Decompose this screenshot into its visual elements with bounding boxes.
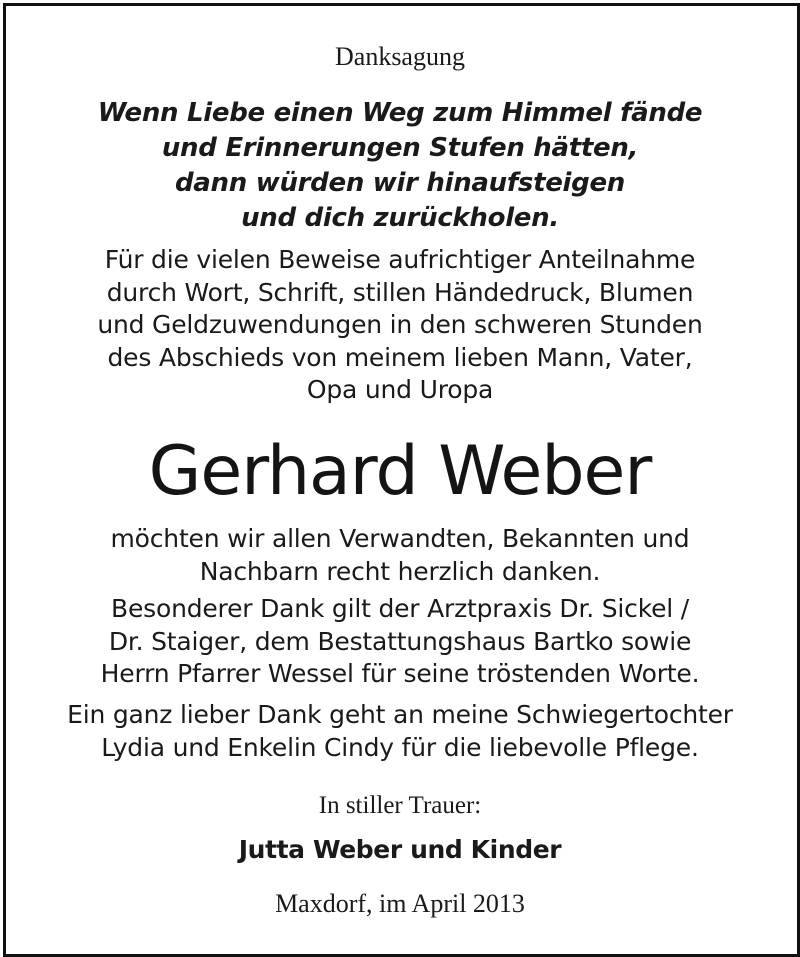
- text-line: Für die vielen Beweise aufrichtiger Anteilnahme: [104, 245, 696, 274]
- text-line: durch Wort, Schrift, stillen Händedruck, Blumen: [106, 277, 694, 307]
- text-line: möchten wir allen Verwandten, Bekannten und: [110, 524, 690, 553]
- text-line: Herrn Pfarrer Wessel für seine tröstenden Worte.: [100, 659, 700, 688]
- family-thanks-paragraph: [0, 699, 800, 764]
- deceased-name: Gerhard Weber: [148, 432, 652, 511]
- signers: Jutta Weber und Kinder: [238, 835, 562, 864]
- text-line: Besonderer Dank gilt der Arztpraxis Dr. Sickel /: [111, 594, 689, 623]
- text-line: und Geldzuwendungen in den schweren Stunden: [97, 310, 703, 339]
- place-date: Maxdorf, im April 2013: [275, 889, 525, 918]
- poem-line: Wenn Liebe einen Weg zum Himmel fände: [97, 98, 703, 128]
- notice-heading: Danksagung: [335, 42, 465, 71]
- text-line: des Abschieds von meinem lieben Mann, Vater,: [107, 342, 693, 372]
- text-line: Lydia und Enkelin Cindy für die liebevolle Pflege.: [101, 732, 699, 762]
- special-thanks-paragraph: [0, 593, 800, 691]
- text-line: Dr. Staiger, dem Bestattungshaus Bartko sowie: [108, 626, 692, 656]
- poem-line: dann würden wir hinaufsteigen: [175, 168, 625, 198]
- text-line: Opa und Uropa: [306, 375, 494, 404]
- thanks-paragraph: [0, 523, 800, 588]
- text-line: Nachbarn recht herzlich danken.: [199, 556, 601, 586]
- mourning-line: In stiller Trauer:: [318, 792, 482, 819]
- poem-line: und dich zurückholen.: [241, 203, 559, 233]
- text-line: Ein ganz lieber Dank geht an meine Schwiegertochter: [67, 700, 733, 729]
- intro-paragraph: [0, 244, 800, 407]
- poem-line: und Erinnerungen Stufen hätten,: [161, 133, 639, 163]
- poem-verse: [0, 96, 800, 236]
